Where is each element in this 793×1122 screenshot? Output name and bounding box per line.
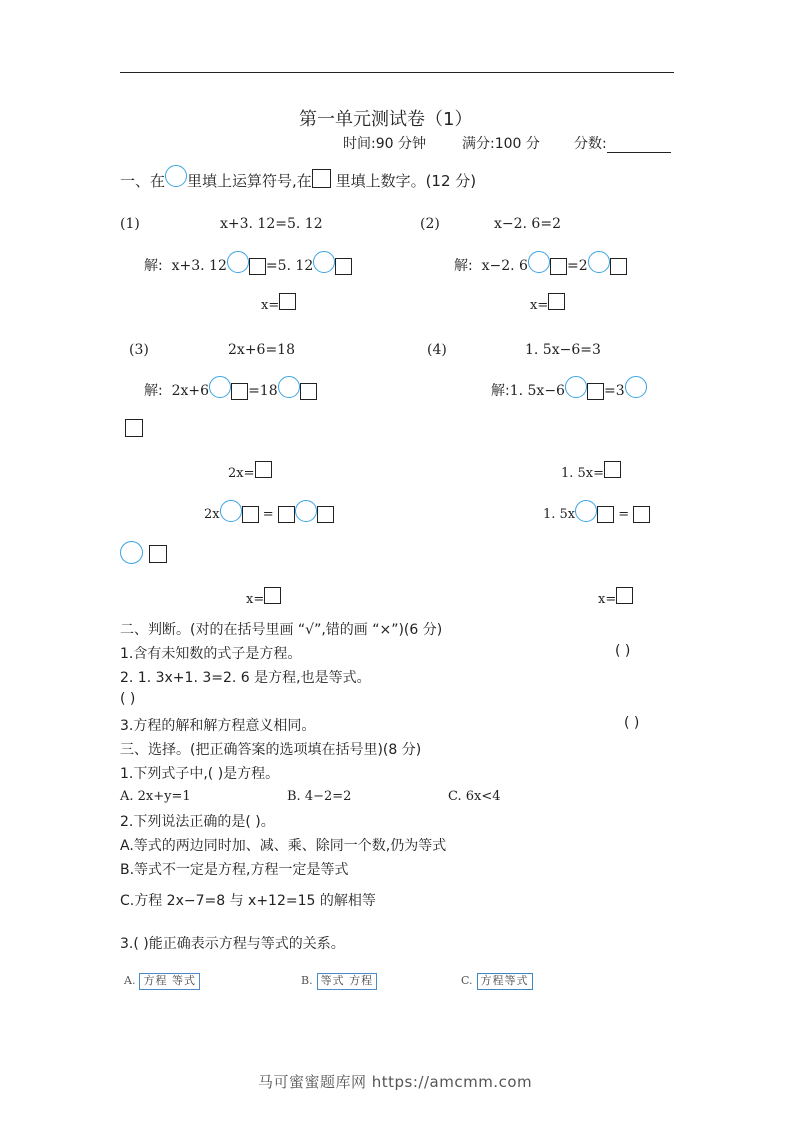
choice-q1-opt-b[interactable]: B. 4−2=2 bbox=[287, 789, 352, 804]
p4-line3 bbox=[543, 506, 650, 523]
p3-line1-rhs: =18 bbox=[248, 383, 278, 399]
choice-q1: 1.下列式子中,( )是方程。 bbox=[120, 766, 280, 782]
judge-q3: 3.方程的解和解方程意义相同。 bbox=[120, 718, 316, 734]
section3-heading: 三、选择。(把正确答案的选项填在括号里)(8 分) bbox=[120, 742, 422, 758]
answer-box[interactable] bbox=[279, 293, 296, 310]
operator-circle[interactable] bbox=[565, 376, 587, 398]
p1-sol-label: 解: bbox=[144, 258, 163, 274]
p1-x-label: x= bbox=[261, 298, 280, 313]
number-box[interactable] bbox=[597, 506, 614, 523]
operator-circle[interactable] bbox=[313, 251, 335, 273]
p3-line3-lhs: 2x bbox=[204, 507, 220, 522]
p2-line1-rhs: =2 bbox=[566, 258, 588, 274]
venn-diagram-c: 方程等式 bbox=[477, 973, 533, 990]
p3-eq-sign: = bbox=[262, 507, 274, 522]
p1-solution bbox=[144, 255, 352, 275]
choice-q1-opt-a[interactable]: A. 2x+y=1 bbox=[120, 789, 191, 804]
number-box[interactable] bbox=[335, 258, 352, 275]
judge-q1: 1.含有未知数的式子是方程。 bbox=[120, 646, 302, 662]
p2-x bbox=[530, 298, 565, 313]
choice-q2-opt-b[interactable]: B.等式不一定是方程,方程一定是等式 bbox=[120, 862, 349, 878]
judge-q2-paren[interactable]: ( ) bbox=[120, 691, 136, 707]
opt-b-label: B. bbox=[301, 974, 313, 987]
number-box[interactable] bbox=[125, 419, 143, 437]
operator-circle[interactable] bbox=[120, 541, 143, 564]
p3-x-label: x= bbox=[246, 592, 265, 607]
section1-heading-b: 里填上运算符号,在 bbox=[187, 172, 312, 190]
p3-equation: 2x+6=18 bbox=[228, 342, 295, 358]
p3-line1: 2x+6 bbox=[171, 383, 210, 399]
choice-q3-opt-a[interactable] bbox=[124, 969, 200, 990]
p1-number: (1) bbox=[120, 216, 140, 232]
venn-diagram-b: 等式 方程 bbox=[317, 973, 378, 990]
number-box[interactable] bbox=[249, 258, 266, 275]
operator-circle[interactable] bbox=[528, 251, 550, 273]
p2-solution bbox=[454, 255, 627, 275]
choice-q2-opt-a[interactable]: A.等式的两边同时加、减、乘、除同一个数,仍为等式 bbox=[120, 838, 447, 854]
number-box[interactable] bbox=[633, 506, 650, 523]
operator-circle[interactable] bbox=[575, 500, 597, 522]
number-box[interactable] bbox=[587, 383, 604, 400]
footer-watermark: 马可蜜蜜题库网 https://amcmm.com bbox=[258, 1073, 533, 1091]
p4-x2 bbox=[561, 466, 621, 481]
p4-x2-label: 1. 5x= bbox=[561, 466, 605, 481]
p3-solution bbox=[144, 380, 317, 400]
opt-a-label: A. bbox=[124, 974, 136, 987]
p1-equation: x+3. 12=5. 12 bbox=[220, 216, 323, 232]
p4-equation: 1. 5x−6=3 bbox=[525, 342, 601, 358]
p3-sol-label: 解: bbox=[144, 383, 163, 399]
operator-circle[interactable] bbox=[295, 500, 317, 522]
operator-circle[interactable] bbox=[625, 376, 647, 398]
p1-line1: x+3. 12 bbox=[171, 258, 227, 274]
number-box[interactable] bbox=[278, 506, 295, 523]
choice-q3-opt-b[interactable] bbox=[301, 969, 377, 990]
choice-q2-opt-c[interactable]: C.方程 2x−7=8 与 x+12=15 的解相等 bbox=[120, 893, 376, 909]
section2-heading: 二、判断。(对的在括号里画 “√”,错的画 “×”)(6 分) bbox=[120, 622, 443, 638]
judge-q1-paren[interactable]: ( ) bbox=[615, 643, 631, 659]
square-icon bbox=[312, 169, 331, 188]
p2-sol-label: 解: bbox=[454, 258, 473, 274]
number-box[interactable] bbox=[317, 506, 334, 523]
operator-circle[interactable] bbox=[220, 500, 242, 522]
p3-x2 bbox=[228, 466, 272, 481]
info-full: 满分:100 分 bbox=[462, 136, 540, 152]
p4-number: (4) bbox=[427, 342, 447, 358]
choice-q2: 2.下列说法正确的是( )。 bbox=[120, 814, 275, 830]
top-rule bbox=[120, 72, 674, 73]
choice-q3: 3.( )能正确表示方程与等式的关系。 bbox=[120, 936, 345, 952]
choice-q3-opt-c[interactable] bbox=[461, 969, 533, 990]
p2-x-label: x= bbox=[530, 298, 549, 313]
choice-q1-opt-c[interactable]: C. 6x<4 bbox=[448, 789, 501, 804]
judge-q3-paren[interactable]: ( ) bbox=[624, 715, 640, 731]
section1-heading bbox=[120, 170, 476, 191]
operator-circle[interactable] bbox=[588, 251, 610, 273]
number-box[interactable] bbox=[231, 383, 248, 400]
number-box[interactable] bbox=[149, 545, 167, 563]
p1-line1-rhs: =5. 12 bbox=[265, 258, 314, 274]
operator-circle[interactable] bbox=[278, 376, 300, 398]
p3-line3 bbox=[204, 506, 334, 523]
p4-x-label: x= bbox=[598, 592, 617, 607]
p4-line3-lhs: 1. 5x bbox=[543, 507, 576, 522]
answer-box[interactable] bbox=[604, 461, 621, 478]
answer-box[interactable] bbox=[616, 587, 633, 604]
p3-x2-label: 2x= bbox=[228, 466, 255, 481]
venn-diagram-a: 方程 等式 bbox=[139, 973, 200, 990]
p4-sol-label: 解: bbox=[491, 383, 510, 399]
answer-box[interactable] bbox=[255, 461, 272, 478]
info-score-label: 分数: bbox=[574, 136, 607, 152]
p4-solution bbox=[491, 380, 647, 400]
p2-equation: x−2. 6=2 bbox=[494, 216, 561, 232]
p3-x bbox=[246, 592, 281, 607]
info-time: 时间:90 分钟 bbox=[343, 136, 426, 152]
info-score bbox=[574, 133, 671, 153]
p4-eq-sign: = bbox=[618, 507, 630, 522]
operator-circle[interactable] bbox=[209, 376, 231, 398]
section1-heading-a: 一、在 bbox=[120, 172, 166, 190]
circle-icon bbox=[165, 165, 187, 187]
p4-x bbox=[598, 592, 633, 607]
p3-number: (3) bbox=[129, 342, 149, 358]
number-box[interactable] bbox=[610, 258, 627, 275]
score-blank[interactable] bbox=[607, 138, 671, 153]
number-box[interactable] bbox=[550, 258, 567, 275]
p2-line1: x−2. 6 bbox=[481, 258, 528, 274]
page-title: 第一单元测试卷（1） bbox=[299, 109, 473, 130]
p1-x bbox=[261, 298, 296, 313]
opt-c-label: C. bbox=[461, 974, 473, 987]
judge-q2: 2. 1. 3x+1. 3=2. 6 是方程,也是等式。 bbox=[120, 670, 371, 686]
operator-circle[interactable] bbox=[227, 251, 249, 273]
p4-line1: 1. 5x−6 bbox=[509, 383, 565, 399]
p4-line1-rhs: =3 bbox=[603, 383, 625, 399]
number-box[interactable] bbox=[300, 383, 317, 400]
p2-number: (2) bbox=[420, 216, 440, 232]
answer-box[interactable] bbox=[548, 293, 565, 310]
answer-box[interactable] bbox=[264, 587, 281, 604]
section1-heading-c: 里填上数字。(12 分) bbox=[335, 172, 477, 190]
number-box[interactable] bbox=[242, 506, 259, 523]
